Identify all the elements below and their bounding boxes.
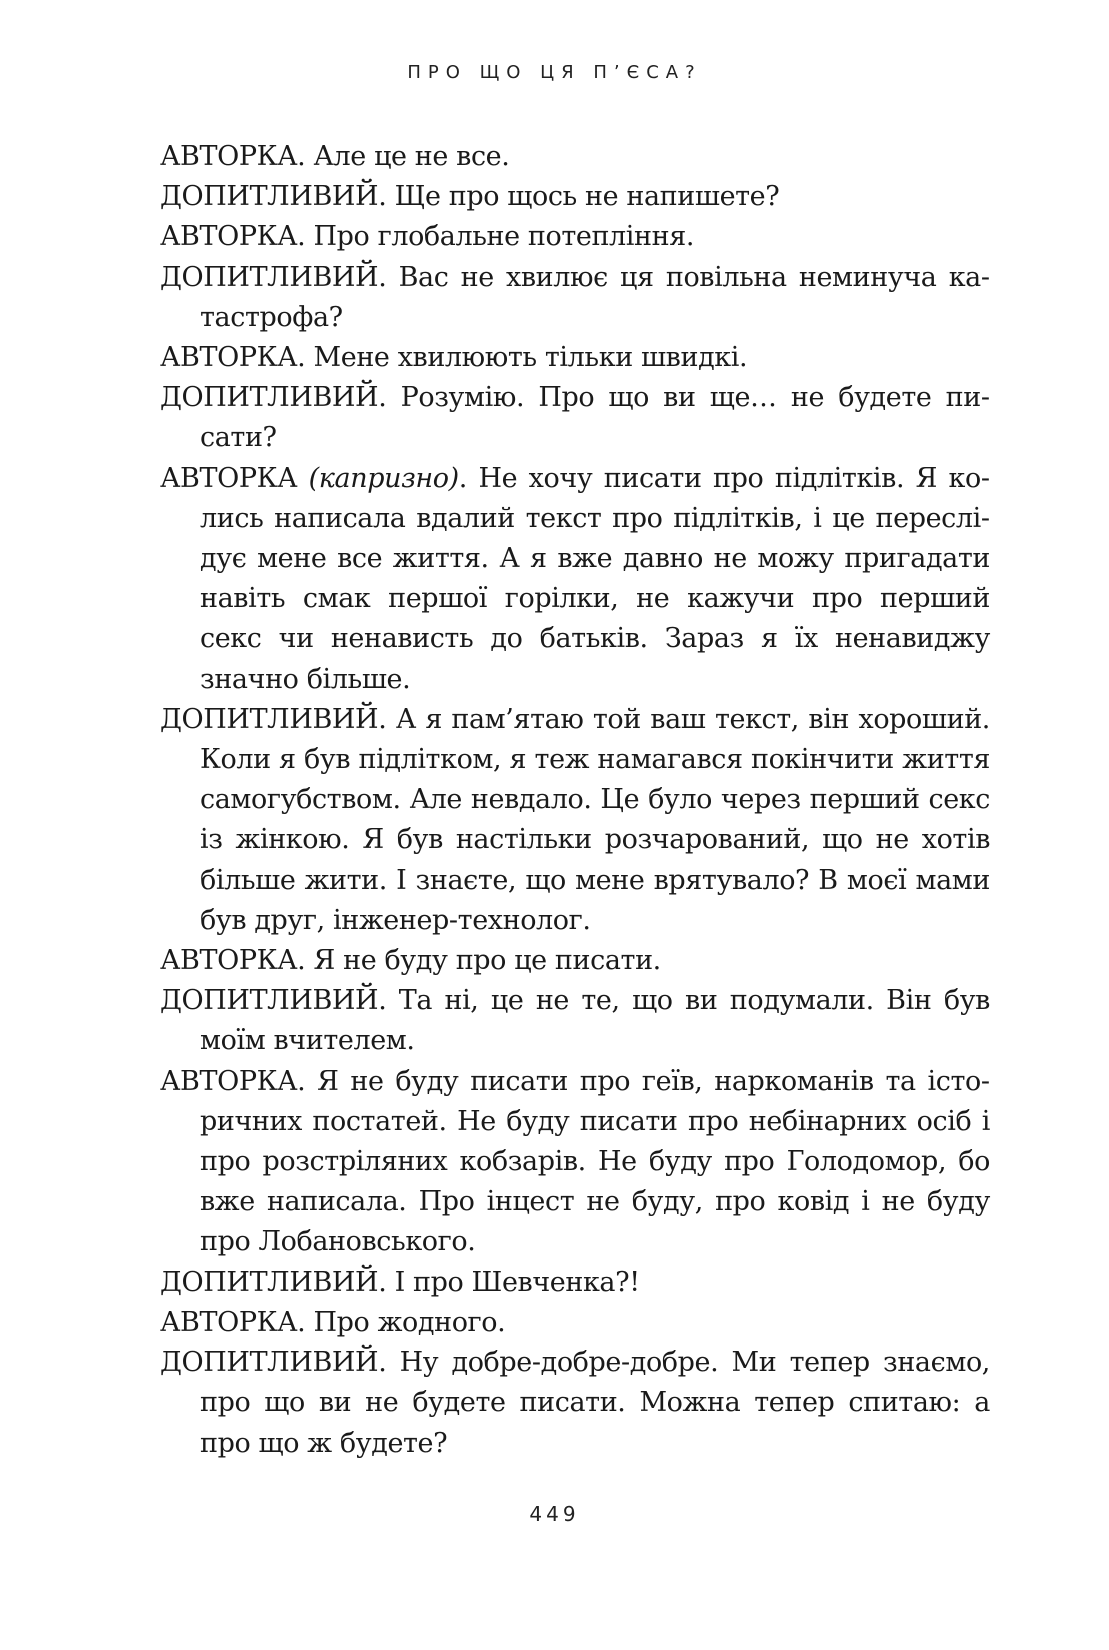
speaker-name: ДОПИТЛИВИЙ.	[160, 382, 387, 414]
speaker-name: ДОПИТЛИВИЙ.	[160, 1266, 387, 1298]
dialogue-line	[160, 1303, 990, 1343]
dialogue-line	[160, 338, 990, 378]
speaker-name: АВТОРКА.	[160, 342, 306, 374]
line-text: Але це не все.	[305, 141, 510, 172]
dialogue-line	[160, 1062, 990, 1263]
dialogue-line	[160, 700, 990, 941]
line-text: А я пам’ятаю той ваш текст, він хороший. Коли я був підлітком, я теж намагався покінчити життя самогубством. Але невдало. Це було через перший секс із жінкою. Я був настільки розчарований, що не хотів більше жити. І знаєте, що мене врятувало? В моєї мами був друг, інженер-технолог.	[200, 703, 990, 936]
speaker-name: АВТОРКА.	[160, 1065, 306, 1097]
running-head: ПРО ЩО ЦЯ П’ЄСА?	[407, 62, 702, 83]
dialogue-line	[160, 378, 990, 458]
speaker-name: АВТОРКА.	[160, 1306, 306, 1338]
speaker-name: ДОПИТЛИВИЙ.	[160, 703, 387, 735]
line-text: Ну добре-добре-добре. Ми тепер знаємо, про що ви не будете писати. Можна тепер спитаю: а про що ж будете?	[200, 1347, 990, 1459]
line-text: Та ні, це не те, що ви подумали. Він був моїм вчителем.	[200, 985, 990, 1057]
speaker-name: АВТОРКА.	[160, 945, 306, 977]
line-text: І про Шевченка?!	[386, 1266, 640, 1298]
speaker-name: ДОПИТЛИВИЙ.	[160, 985, 387, 1017]
line-text: Ще про щось не напишете?	[386, 181, 780, 213]
speaker-name: ДОПИТЛИВИЙ.	[160, 261, 387, 293]
dialogue-line	[160, 137, 990, 177]
dialogue-line	[160, 981, 990, 1061]
line-text: Про жодного.	[305, 1306, 506, 1338]
line-text: . Не хочу писати про підлітків. Я колись написала вдалий текст про підлітків, і це переслідує мене все життя. А я вже давно не можу пригадати навіть смак першої горілки, не кажучи про перший секс чи ненависть до батьків. Зараз я їх ненавиджу значно більше.	[200, 462, 990, 695]
line-text: Про глобальне потепління.	[305, 221, 695, 253]
dialogue-line	[160, 1263, 990, 1303]
dialogue-line	[160, 1343, 990, 1464]
play-text	[160, 137, 990, 1464]
speaker-name: ДОПИТЛИВИЙ.	[160, 1347, 387, 1379]
line-text: Мене хвилюють тільки швидкі.	[305, 342, 748, 374]
dialogue-line	[160, 258, 990, 338]
dialogue-line	[160, 217, 990, 257]
page-number: 449	[529, 1502, 580, 1526]
stage-direction: (капризно)	[297, 462, 459, 494]
line-text: Я не буду писати про геїв, наркоманів та історичних постатей. Не буду писати про небінарних осіб і про розстріляних кобзарів. Не буду про Голодомор, бо вже написала. Про інцест не буду, про ковід і не буду про Лобановського.	[200, 1065, 990, 1258]
speaker-name: ДОПИТЛИВИЙ.	[160, 181, 387, 213]
line-text: Вас не хвилює ця повільна неминуча катастрофа?	[200, 261, 990, 333]
line-text: Я не буду про це писати.	[305, 945, 661, 977]
speaker-name: АВТОРКА.	[160, 221, 306, 253]
speaker-name: АВТОРКА.	[160, 141, 306, 172]
dialogue-line	[160, 941, 990, 981]
dialogue-line	[160, 459, 990, 700]
line-text: Розумію. Про що ви ще… не будете писати?	[200, 382, 990, 454]
dialogue-line	[160, 177, 990, 217]
speaker-name: АВТОРКА	[160, 462, 298, 494]
